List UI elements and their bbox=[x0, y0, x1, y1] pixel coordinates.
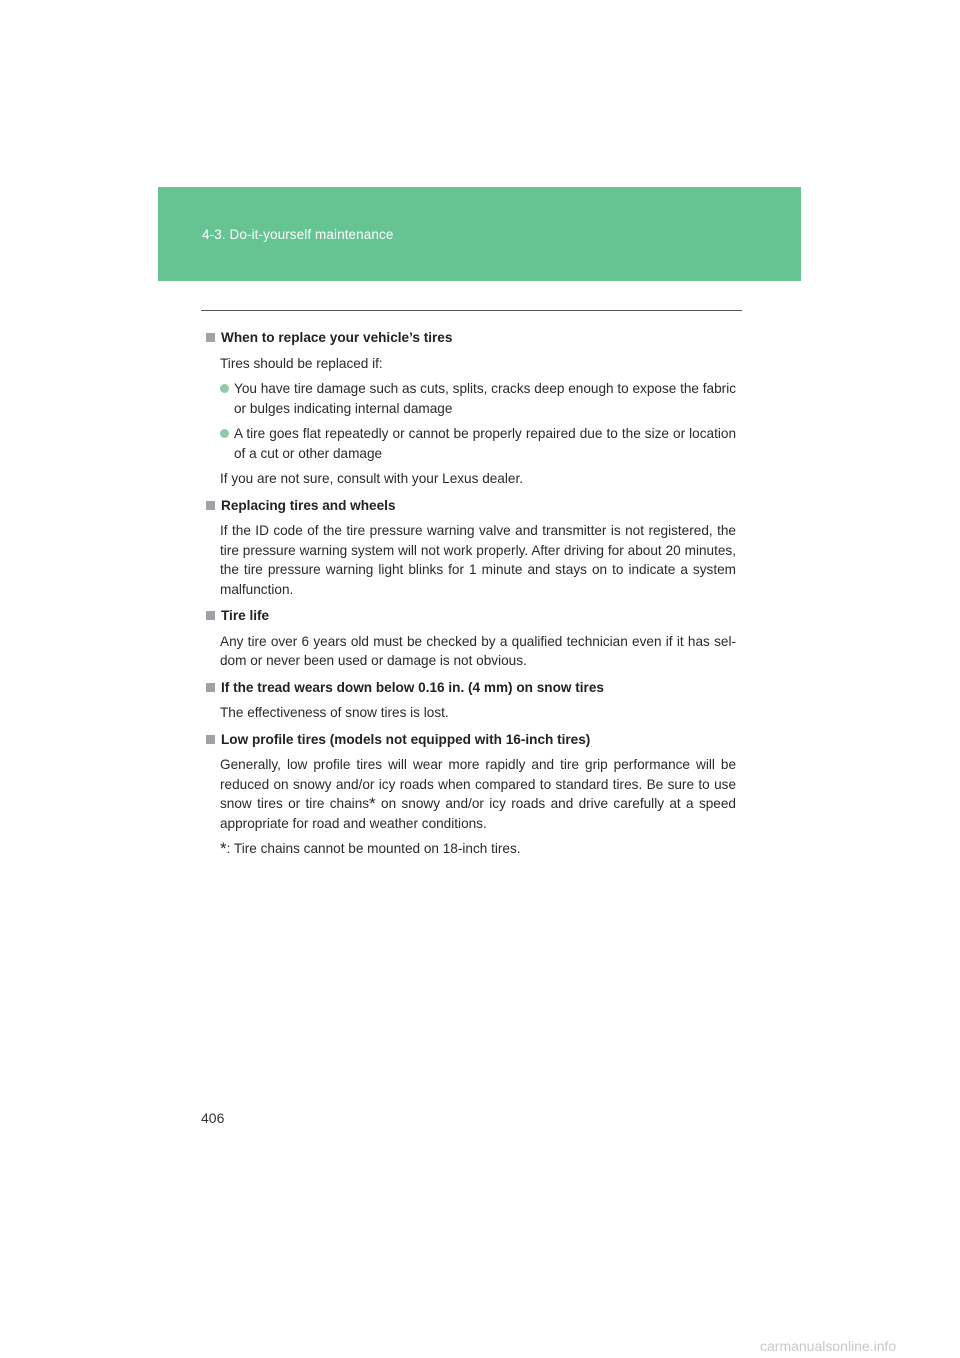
footnote bbox=[220, 839, 736, 859]
square-bullet-icon bbox=[206, 683, 215, 692]
section-heading bbox=[206, 730, 736, 750]
section-snow-tires bbox=[206, 678, 736, 723]
section-heading bbox=[206, 678, 736, 698]
dot-bullet-icon bbox=[220, 429, 229, 438]
heading-text: If the tread wears down below 0.16 in. (4 mm) on snow tires bbox=[221, 679, 604, 695]
footnote-asterisk: * bbox=[220, 839, 227, 858]
section-when-to-replace bbox=[206, 328, 736, 489]
square-bullet-icon bbox=[206, 501, 215, 510]
watermark: carmanualsonline.info bbox=[760, 1338, 897, 1354]
paragraph bbox=[220, 755, 736, 833]
section-label: 4-3. Do-it-yourself maintenance bbox=[202, 227, 394, 242]
square-bullet-icon bbox=[206, 333, 215, 342]
footnote-text: : Tire chains cannot be mounted on 18-inch tires. bbox=[226, 841, 521, 856]
section-low-profile bbox=[206, 730, 736, 859]
paragraph: Tires should be replaced if: bbox=[220, 355, 383, 371]
section-replacing-tires bbox=[206, 496, 736, 600]
list-item bbox=[220, 379, 736, 418]
dot-bullet-icon bbox=[220, 384, 229, 393]
heading-text: When to replace your vehicle’s tires bbox=[221, 330, 453, 345]
section-tire-life bbox=[206, 606, 736, 671]
paragraph: If the ID code of the tire pressure warning valve and transmitter is not registered, the tire pressure warning system will not work properly. After driving for about 20 minutes, the tire pressure warning light blinks for 1 minute and stays on to indicate a system malfunction. bbox=[220, 523, 736, 597]
section-heading bbox=[206, 496, 736, 516]
paragraph-text: on snowy and/or icy roads and drive carefully at a speed appropriate for road and weather conditions. bbox=[220, 796, 736, 831]
divider bbox=[201, 310, 742, 311]
heading-text: Replacing tires and wheels bbox=[221, 497, 396, 513]
page-number: 406 bbox=[201, 1110, 225, 1126]
section-heading bbox=[206, 328, 736, 348]
list-item-text: You have tire damage such as cuts, splits, cracks deep enough to expose the fabric or bulges indicating internal damage bbox=[234, 381, 737, 416]
paragraph: If you are not sure, consult with your Lexus dealer. bbox=[220, 471, 524, 486]
list-item-text: A tire goes flat repeatedly or cannot be properly repaired due to the size or location of a cut or other damage bbox=[234, 426, 736, 461]
section-heading bbox=[206, 606, 736, 626]
square-bullet-icon bbox=[206, 735, 215, 744]
header-band bbox=[158, 187, 801, 281]
paragraph: The effectiveness of snow tires is lost. bbox=[220, 705, 449, 720]
list-item bbox=[220, 424, 736, 463]
content bbox=[206, 328, 736, 866]
asterisk-mark: * bbox=[369, 794, 376, 813]
square-bullet-icon bbox=[206, 611, 215, 620]
heading-text: Low profile tires (models not equipped with 16-inch tires) bbox=[221, 731, 591, 747]
heading-text: Tire life bbox=[221, 608, 270, 623]
paragraph-text: Generally, low profile tires will wear more rapidly and tire grip performance will be reduced on snowy and/or icy roads when compared to standard tires. Be sure to use snow tires or tire chains bbox=[220, 757, 736, 811]
paragraph: Any tire over 6 years old must be checked by a qualified technician even if it has sel-dom or never been used or damage is not obvious. bbox=[220, 633, 736, 668]
